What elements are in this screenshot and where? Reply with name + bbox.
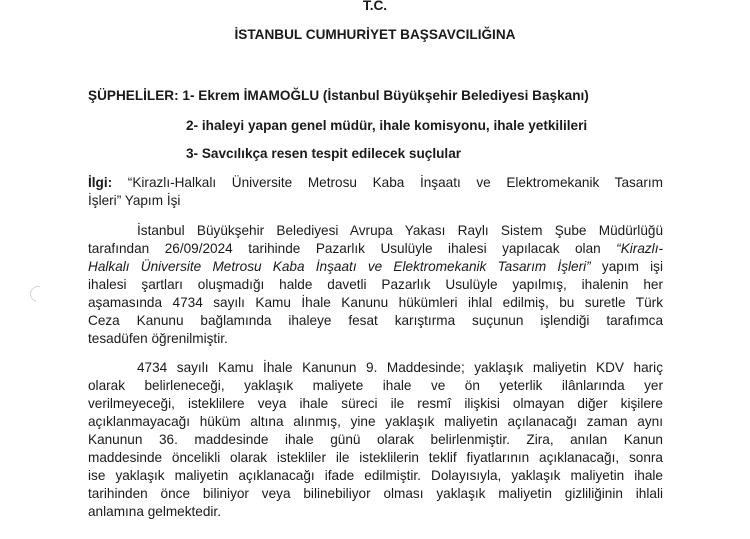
paragraph-2-line: maddesinde öncelikli olarak istekliler ile isteklilerin teklif fiyatlarının açıklanacağı, sonra bbox=[88, 450, 663, 465]
paragraph-2-line: olarak belirleneceği, yaklaşık maliyete ihale ve ön yeterlik ilânlarında yer bbox=[88, 378, 663, 393]
suspect-item: 3- Savcılıkça resen tespit edilecek suçlular bbox=[186, 146, 462, 161]
subject-line-1 bbox=[88, 174, 663, 192]
paragraph-1-line: Ceza Kanunu bağlamında ihaleye fesat karıştırma suçunun işlendiği tarafımca bbox=[88, 313, 663, 328]
subject-label: İlgi: bbox=[88, 175, 113, 190]
suspect-item: 2- ihaleyi yapan genel müdür, ihale komisyonu, ihale yetkilileri bbox=[186, 118, 588, 133]
suspects-row-1 bbox=[88, 87, 589, 105]
suspect-item: 1- Ekrem İMAMOĞLU (İstanbul Büyükşehir Belediyesi Başkanı) bbox=[182, 88, 589, 103]
paragraph-2-line: açıklanmayacağı hüküm altına alınmış, yine yaklaşık maliyetin açılanacağı zaman aynı bbox=[88, 414, 663, 429]
paragraph-1-line: aşamasında 4734 sayılı Kamu İhale Kanunu hükümleri ihlal edilmiş, bu suretle Türk bbox=[88, 295, 663, 310]
paragraph-2-line: 4734 sayılı Kamu İhale Kanunun 9. Maddesinde; yaklaşık maliyetin KDV hariç bbox=[137, 360, 663, 375]
header-office: İSTANBUL CUMHURİYET BAŞSAVCILIĞINA bbox=[234, 27, 516, 42]
paragraph-2-line: ise yaklaşık maliyetin açıklanacağı ifade edilmiştir. Dolayısıyla, yaklaşık maliyetin ihale bbox=[88, 468, 663, 483]
paragraph-1-line: tesadüfen öğrenilmiştir. bbox=[88, 331, 228, 346]
paragraph-2-line: verilmeyeceği, isteklilere veya ihale süreci ile resmî ilişkisi olmayan diğer kişilere bbox=[88, 396, 663, 411]
scan-artifact-mark bbox=[27, 283, 49, 305]
subject-text: “Kirazlı-Halkalı Üniversite Metrosu Kaba İnşaatı ve Elektromekanik Tasarım bbox=[127, 175, 663, 190]
paragraph-1-line: ihalesi şartları oluşmadığı halde davetli Pazarlık Usulüyle yapılmış, ihalenin her bbox=[88, 277, 663, 292]
paragraph-1-line: Halkalı Üniversite Metrosu Kaba İnşaatı ve Elektromekanik Tasarım İşleri” yapım işi bbox=[88, 259, 663, 274]
paragraph-1-line: İstanbul Büyükşehir Belediyesi Avrupa Yakası Raylı Sistem Şube Müdürlüğü bbox=[137, 223, 663, 238]
header-tc: T.C. bbox=[362, 0, 388, 13]
paragraph-1-line: tarafından 26/09/2024 tarihinde Pazarlık Usulüyle ihalesi yapılacak olan “Kirazlı- bbox=[88, 241, 663, 256]
subject-line-2: İşleri” Yapım İşi bbox=[88, 193, 181, 208]
paragraph-2-line: Kanunun 36. maddesinde ihale günü olarak belirlenmiştir. Zira, anılan Kanun bbox=[88, 432, 663, 447]
paragraph-2-line: anlamına gelmektedir. bbox=[88, 504, 221, 519]
suspects-label: ŞÜPHELİLER: bbox=[88, 88, 179, 103]
paragraph-2-line: tarihinden önce biliniyor veya bilinebiliyor olması yaklaşık maliyetin gizliliğinin ihlali bbox=[88, 486, 663, 501]
